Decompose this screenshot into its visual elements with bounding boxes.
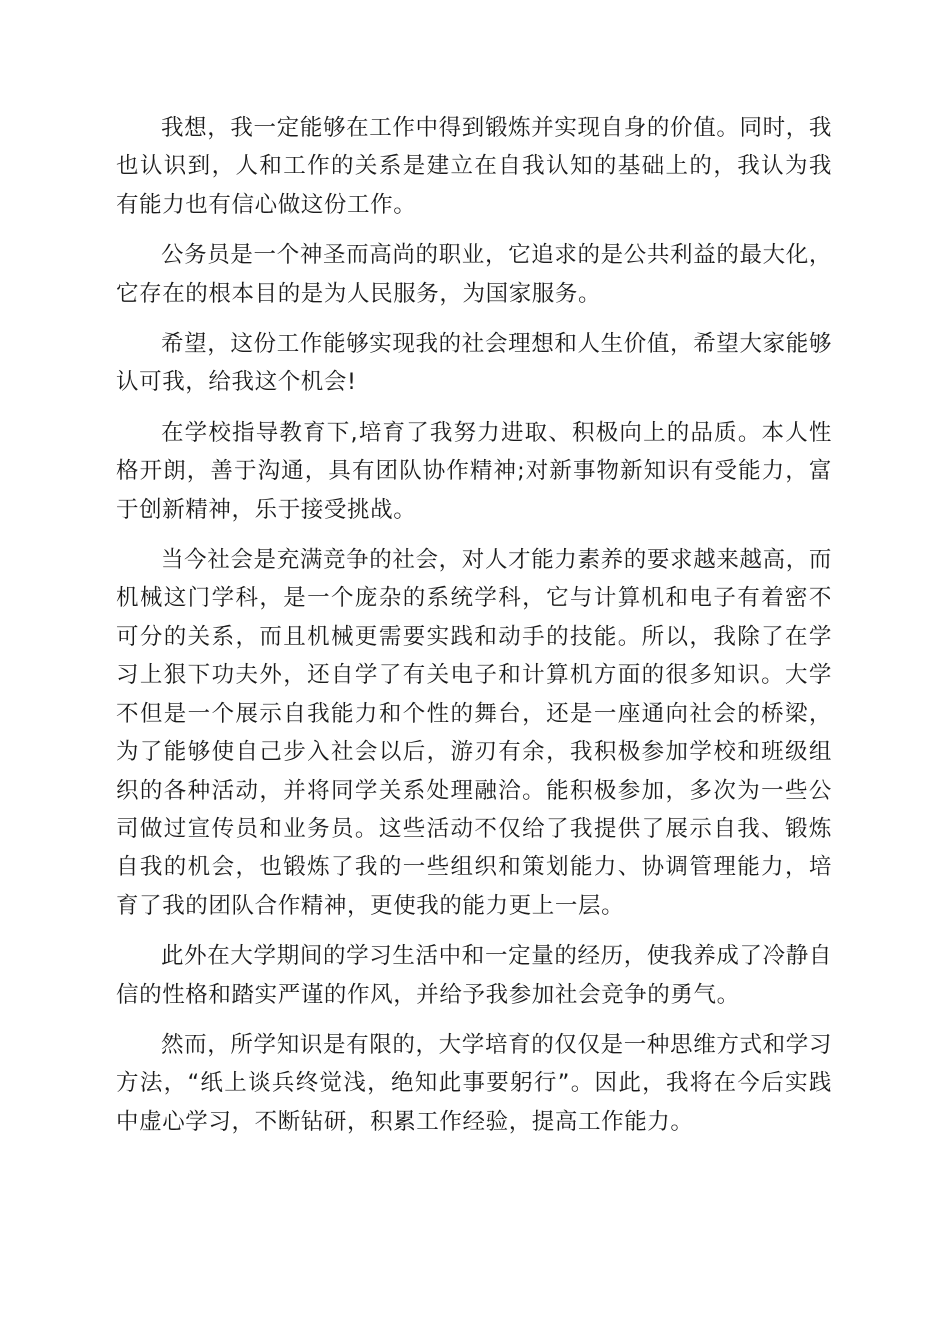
paragraph-4: 在学校指导教育下,培育了我努力进取、积极向上的品质。本人性格开朗，善于沟通，具有团队协作精神;对新事物新知识有受能力，富于创新精神，乐于接受挑战。 <box>116 419 832 523</box>
paragraph-5: 当今社会是充满竞争的社会，对人才能力素养的要求越来越高，而机械这门学科，是一个庞杂的系统学科，它与计算机和电子有着密不可分的关系，而且机械更需要实践和动手的技能。所以，我除了在学习上狠下功夫外，还自学了有关电子和计算机方面的很多知识。大学不但是一个展示自我能力和个性的舞台，还是一座通向社会的桥梁，为了能够使自己步入社会以后，游刃有余，我积极参加学校和班级组织的各种活动，并将同学关系处理融洽。能积极参加，多次为一些公司做过宣传员和业务员。这些活动不仅给了我提供了展示自我、锻炼自我的机会，也锻炼了我的一些组织和策划能力、协调管理能力，培育了我的团队合作精神，更使我的能力更上一层。 <box>116 547 832 919</box>
paragraph-6: 此外在大学期间的学习生活中和一定量的经历，使我养成了冷静自信的性格和踏实严谨的作风，并给予我参加社会竞争的勇气。 <box>116 943 832 1008</box>
paragraph-1: 我想，我一定能够在工作中得到锻炼并实现自身的价值。同时，我也认识到，人和工作的关系是建立在自我认知的基础上的，我认为我有能力也有信心做这份工作。 <box>116 115 832 218</box>
paragraph-7: 然而，所学知识是有限的，大学培育的仅仅是一种思维方式和学习方法，“纸上谈兵终觉浅，绝知此事要躬行”。因此，我将在今后实践中虚心学习，不断钻研，积累工作经验，提高工作能力。 <box>116 1031 832 1135</box>
paragraph-3: 希望，这份工作能够实现我的社会理想和人生价值，希望大家能够认可我，给我这个机会! <box>116 331 832 396</box>
paragraph-2: 公务员是一个神圣而高尚的职业，它追求的是公共利益的最大化，它存在的根本目的是为人民服务，为国家服务。 <box>116 242 832 307</box>
document-body <box>116 109 832 1153</box>
